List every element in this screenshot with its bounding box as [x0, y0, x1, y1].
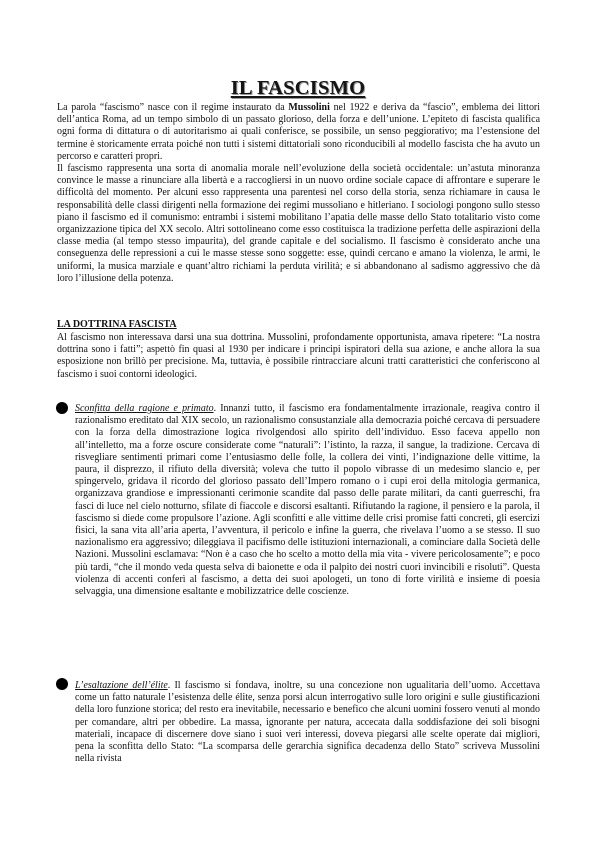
bullet-item-body: . Innanzi tutto, il fascismo era fondamentalmente irrazionale, reagiva contro il razionalismo ereditato dal XIX secolo, un razionalismo consustanziale alla democrazia poiché cercava di persuadere con la forza della dimostrazione logica rivolgendosi allo spirito dell’individuo. Esso faceva appello non all’intelletto, ma a forze oscure considerate come “naturali”: l’istinto, la razza, il sangue, la tradizione. Cercava di risvegliare sentimenti primari come l’entusiasmo delle folle, la collera dei vinti, l’indignazione delle vittime, la paura, il disprezzo, il rifiuto della diversità; voleva che tutto il popolo vibrasse di un medesimo slancio e, per spingervelo, gridava il ricordo del glorioso passato dell’Impero romano o i cupi eroi della mitologia germanica, organizzava grandiose e impressionanti cerimonie scandite dal passo delle parate militari, da canti guerreschi, fra fasci di luce nel cielo notturno, sfilate di fiaccole e discorsi esaltanti. Rifiutando la ragione, il pensiero e la parola, il fascismo si diede come propulsore l’azione. Agli sconfitti e alle vittime delle crisi promise fatti concreti, gli esercizi fisici, la sana vita all’aria aperta, l’avventura, il pericolo e infine la guerra, che rivelava l’uomo a se stesso. Il suo nazionalismo era aggressivo; dileggiava il pacifismo delle istituzioni internazionali, a cominciare dalla Società delle Nazioni. Mussolini esclamava: “Non è a caso che ho scelto a motto della mia vita - vivere pericolosamente”; e poco più tardi, “che il mondo veda questa selva di baionette e oda il palpito dei nostri cuori invincibili e risoluti”. Questa violenza di accenti conferì al fascismo, a detta dei suoi apologeti, un tono di forte virilità e insieme di poesia selvaggia, una dimensione esaltante e mobilizzatrice delle coscienze.	[75, 403, 540, 598]
intro-section	[57, 102, 540, 285]
dottrina-paragraph	[57, 332, 540, 381]
intro-paragraph-1	[57, 102, 540, 163]
bullet-item-ragione	[75, 403, 540, 598]
bullet-item-elite	[75, 680, 540, 765]
intro-name-mussolini: Mussolini	[288, 102, 330, 113]
bullet-item-body: . Il fascismo si fondava, inoltre, su una concezione non ugualitaria dell’uomo. Accettava come un fatto naturale l’esistenza delle élite, senza porsi alcun interrogativo sulle loro origini e sulle giustificazioni della loro funzione storica; del resto era inevitabile, necessario e benefico che alcuni uomini fossero venuti al mondo per comandare, altri per obbedire. La massa, ignorante per natura, accecata dalla soddisfazione dei soli bisogni materiali, incapace di discernere dove siano i suoi veri interessi, doveva piegarsi alle scelte operate dai migliori, pena la sconfitta dello Stato: “La scomparsa delle gerarchia significa decadenza dello Stato” scriveva Mussolini nella rivista	[75, 680, 540, 765]
dottrina-text: Al fascismo non interessava darsi una sua dottrina. Mussolini, profondamente opportunista, amava ripetere: “La nostra dottrina sono i fatti”; aspettò fin quasi al 1930 per indicare i principi ispiratori della sua azione, e anche allora la sua esposizione non brillò per precisione. Ma, tuttavia, è possibile rintracciare alcuni tratti caratteristici che conferiscono al fascismo i suoi contorni ideologici.	[57, 332, 540, 380]
intro-text-b: nel 1922 e deriva da “fascio”, emblema dei littori dell’antica Roma, ad un tempo simbolo di un passato glorioso, della forza e dell’unione. L’epiteto di fascista qualifica ogni forma di dittatura o di autoritarismo ai quali conferisce, se possibile, un senso peggiorativo; ma l’estensione del termine è storicamente errata poiché non tutti i sistemi dittatoriali sono riconducibili al modello fascista che ha avuto un percorso e caratteri propri.	[57, 102, 540, 162]
page-title: IL FASCISMO	[230, 77, 366, 99]
intro-text-a: La parola “fascismo” nasce con il regime instaurato da	[57, 102, 289, 113]
bullet-dot-icon	[56, 402, 68, 414]
bullet-item-title: Sconfitta della ragione e primato	[75, 403, 214, 414]
bullet-item-title: L’esaltazione dell’élite	[75, 680, 168, 691]
bullet-item-text	[75, 403, 540, 598]
bullet-dot-icon	[56, 678, 68, 690]
section-heading-dottrina: LA DOTTRINA FASCISTA	[57, 319, 177, 330]
intro-paragraph-2: Il fascismo rappresenta una sorta di anomalia morale nell’evoluzione della società occidentale: un’astuta minoranza convince le masse a rinunciare alla libertà e a raccogliersi in un nuovo ordine sociale capace di affrontare e superare le difficoltà del momento. Per alcuni esso rappresenta una parentesi nel corso della storia, senza richiamare in causa le responsabilità delle classi dirigenti nella formazione dei regimi mussoliano e hitleriano. I sociologi pongono sullo stesso piano il fascismo ed il comunismo: entrambi i sistemi mobilitano l’apatia delle masse dello Stato totalitario visto come organizzazione tipica del XX secolo. Altri sottolineano come esso costituisca la tradizione perfetta delle aspirazioni della classe media (al tempo stesso impaurita), del grande capitale e del socialismo. Il fascismo è considerato anche una conseguenza delle repressioni a cui le masse stesse sono soggette: esse, quindi cercano e amano la violenza, le armi, le uniformi, la musica marziale e quant’altro richiami la perduta virilità; e si abbandonano al sadismo aggressivo che dà loro l’illusione della potenza.	[57, 163, 540, 284]
bullet-item-text	[75, 680, 540, 765]
